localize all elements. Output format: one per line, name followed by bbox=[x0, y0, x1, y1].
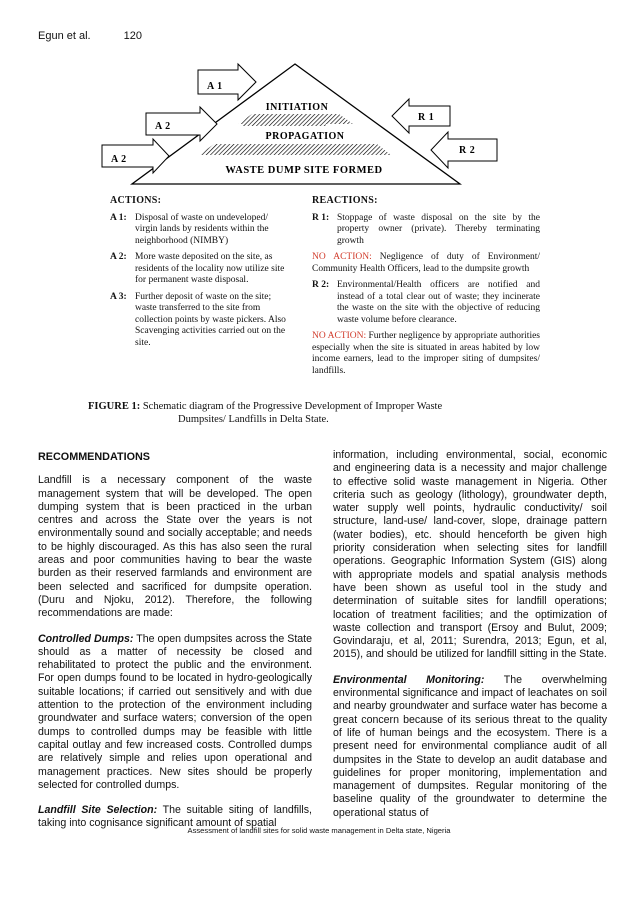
caption-line1: Schematic diagram of the Progressive Development of Improper Waste bbox=[142, 401, 443, 412]
running-footer: Assessment of landfill sites for solid waste management in Delta state, Nigeria bbox=[187, 826, 451, 835]
reaction-r2: R 2: Environmental/Health officers are notified and instead of a total clear out of waste; they incinerate the waste on the site with the objective of reducing waste volume before clearance. bbox=[312, 280, 540, 325]
action-a1: A 1: Disposal of waste on undeveloped/ virgin lands by residents within the neighborhood (NIMBY) bbox=[110, 212, 269, 246]
no-action-1: NO ACTION: Negligence of duty of Environment/ Community Health Officers, lead to the dumpsite growth bbox=[312, 252, 540, 274]
waste-dump-formed-label: WASTE DUMP SITE FORMED bbox=[225, 165, 383, 176]
figure-caption bbox=[88, 401, 568, 426]
arrow-a2-lower-label: A 2 bbox=[111, 154, 127, 165]
recommendations-heading: RECOMMENDATIONS bbox=[38, 451, 150, 463]
arrow-r2-label: R 2 bbox=[459, 145, 476, 156]
reaction-r1: R 1: Stoppage of waste disposal on the site by the property owner (private). Thereby terminating growth bbox=[312, 212, 540, 246]
arrow-r1-label: R 1 bbox=[418, 112, 435, 123]
caption-line2: Dumpsites/ Landfills in Delta State. bbox=[178, 413, 329, 425]
arrow-a1 bbox=[198, 64, 256, 100]
action-a3: A 3: Further deposit of waste on the site; waste transferred to the site from collection points by waste pickers. Also Scavenging activities carried out on the site. bbox=[110, 291, 286, 348]
arrow-a1-label: A 1 bbox=[207, 81, 223, 92]
arrow-r1 bbox=[392, 99, 450, 133]
hatched-band-top bbox=[238, 114, 353, 124]
actions-list bbox=[110, 195, 290, 349]
left-column bbox=[38, 451, 312, 843]
actions-heading: ACTIONS: bbox=[110, 195, 162, 206]
right-column bbox=[333, 449, 607, 832]
header-authors: Egun et al. bbox=[38, 30, 91, 42]
action-a2: A 2: More waste deposited on the site, as residents of the locality now utilize site for permanent waste disposal. bbox=[110, 252, 285, 285]
header-page-number: 120 bbox=[123, 30, 143, 42]
hatched-band-2 bbox=[199, 144, 391, 155]
initiation-label: INITIATION bbox=[265, 102, 329, 113]
reactions-heading: REACTIONS: bbox=[312, 195, 378, 206]
waste-dump-diagram bbox=[0, 0, 638, 200]
no-action-2: NO ACTION: Further negligence by appropriate authorities especially when the site is situated in areas habited by low income earners, lead to the improper siting of dumpsites/ landfills. bbox=[312, 331, 540, 376]
arrow-r2 bbox=[431, 132, 497, 168]
propagation-label: PROPAGATION bbox=[265, 131, 345, 142]
paragraph-controlled-dumps: Controlled Dumps: The open dumpsites across the State should as a matter of necessity be closed and rehabilitated to protect the public and the environment. For open dumps found to be located in hydro-geologically suitable locations; if carried out sensitively and with due attention to the protection of the environment including groundwater and surface waters; conversion of the open dumps to controlled dumps may be feasible with little capital outlay and few increased costs. Controlled dumps are relatively simple and relies upon operational and management practices. New sites should be properly selected for controlled dumps. bbox=[38, 632, 312, 791]
paragraph-site-selection: Landfill Site Selection: The suitable siting of landfills, taking into cognisance significant amount of spatial bbox=[38, 804, 312, 830]
reactions-list bbox=[312, 195, 540, 382]
paragraph-gis: information, including environmental, social, economic and engineering data is a necessity and major challenge to effective solid waste management in Nigeria. Other criteria such as geology (lithology), groundwater depth, water supply well points, hydraulic conductivity/ soil structure, land-use/ land-cover, slope, drainage pattern (water bodies), etc. should henceforth be given high priority consideration when selecting sites for landfill operations. Geographic Information System (GIS) along with appropriate models and spatial analysis methods have been shown as useful tool in the study and determination of suitable sites for landfill operations; location of treatment facilities; and the optimization of waste collection and transport (Ersoy and Bulut, 2009; Govindaraju, et al, 2011; Surendra, 2013; Egun, et al, 2015), and should be utilized for landfill sitting in the State. bbox=[333, 449, 607, 661]
arrow-a2-upper-label: A 2 bbox=[155, 121, 171, 132]
paragraph-landfill: Landfill is a necessary component of the waste management system that will be developed. The open dumping system that is been practiced in the urban centres and across the State over the years is not environmentally sound and socially acceptable; and needs to be highly discouraged. As this has also seen the rural areas and poor communities having to bear the waste burden as their reserved farmlands and environment are been selected and sacrificed for dumpsite operation. (Duru and Njoku, 2012). Therefore, the following recommendations are made: bbox=[38, 474, 312, 620]
caption-label: FIGURE 1: bbox=[88, 401, 141, 412]
paragraph-env-monitoring: Environmental Monitoring: The overwhelming environmental significance and impact of leachates on soil and nearby groundwater and surface water has become a great concern because of its serious threat to the quality of life of human beings and the ecosystem. There is a present need for environmental compliance audit of all dumpsites in the State to develop an audit database and guidelines for proper monitoring, implementation and management of dumpsites. Regular monitoring of the baseline quality of the groundwater to determine the operational status of bbox=[333, 673, 607, 819]
